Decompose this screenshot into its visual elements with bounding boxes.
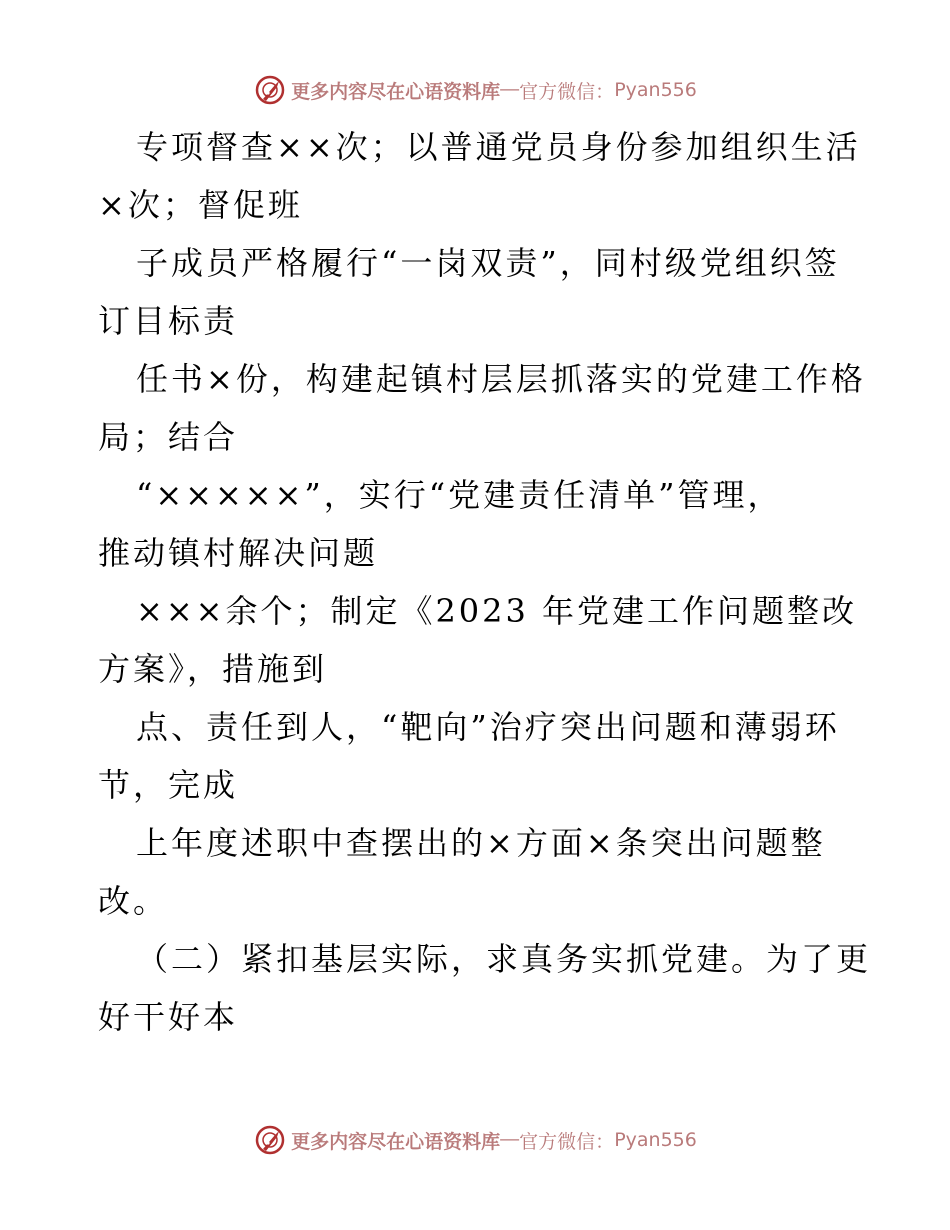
- watermark-text: 更多内容尽在心语资料库: [291, 1130, 501, 1153]
- paragraph-line: “×××××”，实行“党建责任清单”管理，: [136, 476, 783, 514]
- paragraph-line: ×××余个；制定《2023 年党建工作问题整改: [136, 592, 858, 630]
- watermark-wechat-id: Pyan556: [614, 1129, 697, 1151]
- paragraph-line: 局；结合: [98, 418, 239, 456]
- watermark-wechat-label: 官方微信：: [519, 1130, 615, 1153]
- paragraph-line: 好干好本: [98, 998, 239, 1036]
- paragraph-line: 改。: [98, 882, 169, 920]
- paragraph-line: 点、责任到人，“靶向”治疗突出问题和薄弱环: [136, 708, 840, 746]
- paragraph-line: 方案》，措施到: [98, 650, 328, 688]
- pen-nib-logo-icon: [253, 73, 287, 107]
- paragraph-line: ×次；督促班: [98, 186, 303, 224]
- paragraph-line: 上年度述职中查摆出的×方面×条突出问题整: [136, 824, 826, 862]
- watermark-dash: —: [500, 1129, 520, 1150]
- paragraph-line: 节，完成: [98, 766, 239, 804]
- paragraph-line: 订目标责: [98, 302, 239, 340]
- footer-watermark: [0, 1120, 950, 1160]
- paragraph-line: 子成员严格履行“一岗双责”，同村级党组织签: [136, 244, 840, 282]
- header-watermark: [0, 70, 950, 110]
- paragraph-line: 专项督查××次；以普通党员身份参加组织生活: [136, 128, 861, 166]
- paragraph-line: 推动镇村解决问题: [98, 534, 379, 572]
- paragraph-line: （二）紧扣基层实际，求真务实抓党建。为了更: [136, 940, 872, 978]
- paragraph-line: 任书×份，构建起镇村层层抓落实的党建工作格: [136, 360, 866, 398]
- watermark-wechat-label: 官方微信：: [519, 80, 615, 103]
- watermark-text: 更多内容尽在心语资料库: [291, 80, 501, 103]
- watermark-wechat-id: Pyan556: [614, 79, 697, 101]
- document-body: [98, 118, 872, 1046]
- watermark-dash: —: [500, 79, 520, 100]
- pen-nib-logo-icon: [253, 1123, 287, 1157]
